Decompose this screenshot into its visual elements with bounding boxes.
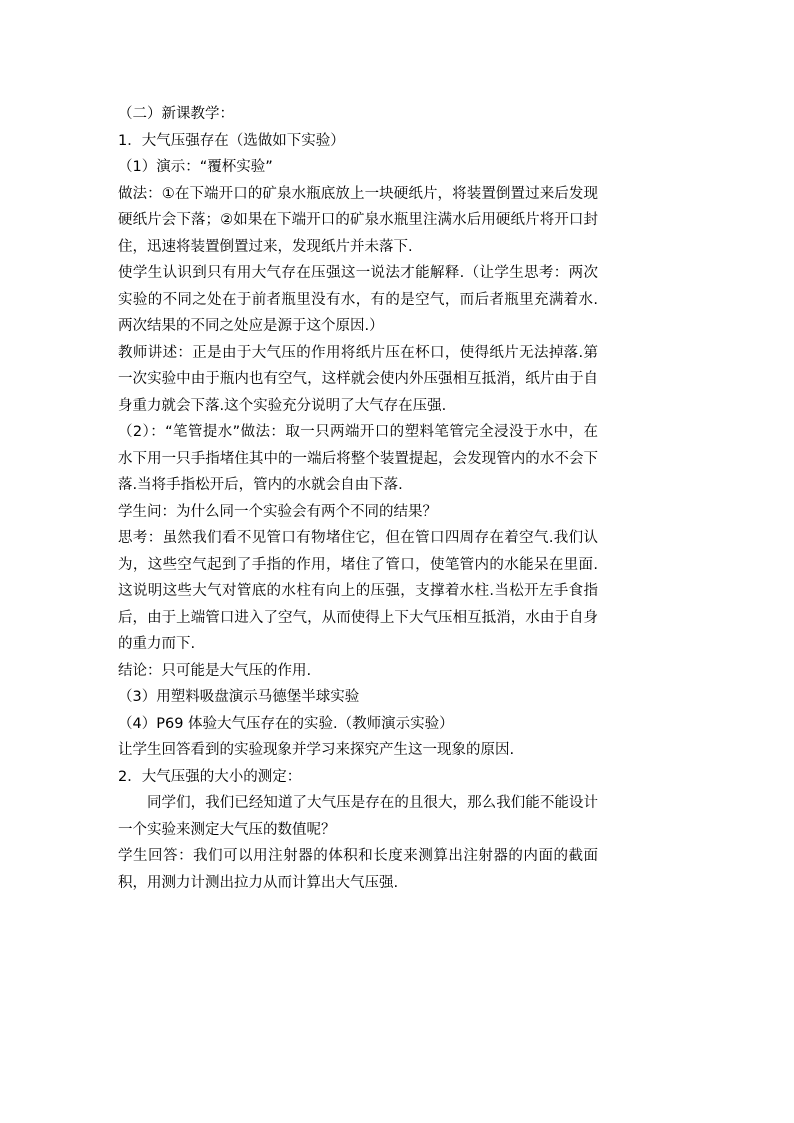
student-understanding-paragraph: 使学生认识到只有用大气存在压强这一说法才能解释.（让学生思考：两次实验的不同之处在于前者瓶里没有水，有的是空气，而后者瓶里充满着水.两次结果的不同之处应是源于这个原因.） [118, 265, 598, 334]
document-page [118, 101, 598, 896]
demo-heading-cup-experiment: （1）演示：“覆杯实验” [118, 159, 273, 175]
section-heading-new-lesson: （二）新课教学： [118, 106, 234, 122]
pen-tube-experiment-paragraph: （2）：“笔管提水”做法：取一只两端开口的塑料笔管完全浸没于水中，在水下用一只手指堵住其中的一端后将整个装置提起，会发现管内的水不会下落.当将手指松开后，管内的水就会自由下落. [118, 424, 598, 493]
student-answer-prompt-paragraph: 让学生回答看到的实验现象并学习来探究产生这一现象的原因. [118, 742, 515, 758]
student-question-paragraph: 学生问：为什么同一个实验会有两个不同的结果？ [118, 503, 437, 520]
teacher-question-paragraph: 同学们，我们已经知道了大气压是存在的且很大，那么我们能不能设计一个实验来测定大气压的数值呢？ [118, 795, 598, 838]
method-paragraph: 做法：①在下端开口的矿泉水瓶底放上一块硬纸片，将装置倒置过来后发现硬纸片会下落；②如果在下端开口的矿泉水瓶里注满水后用硬纸片将开口封住，迅速将装置倒置过来，发现纸片并未落下. [118, 185, 598, 255]
conclusion-paragraph: 结论：只可能是大气压的作用. [118, 662, 312, 679]
student-answer-paragraph: 学生回答：我们可以用注射器的体积和长度来测算出注射器的内面的截面积，用测力计测出拉力从而计算出大气压强. [118, 848, 598, 891]
thinking-paragraph: 思考：虽然我们看不见管口有物堵住它，但在管口四周存在着空气.我们认为，这些空气起到了手指的作用，堵住了管口，使笔管内的水能呆在里面.这说明这些大气对管底的水柱有向上的压强，支撑着水柱.当松开左手食指后，由于上端管口进入了空气，从而使得上下大气压相互抵消，水由于自身的重力而下. [118, 530, 598, 652]
subheading-atmospheric-pressure-exists: 1．大气压强存在（选做如下实验） [118, 132, 345, 149]
p69-experiment-paragraph: （4）P69 体验大气压存在的实验.（教师演示实验） [118, 715, 454, 732]
suction-cup-demo-paragraph: （3）用塑料吸盘演示马德堡半球实验 [118, 689, 360, 705]
subheading-measure-atmospheric-pressure: 2．大气压强的大小的测定： [118, 768, 302, 785]
teacher-explanation-paragraph: 教师讲述：正是由于大气压的作用将纸片压在杯口，使得纸片无法掉落.第一次实验中由于瓶内也有空气，这样就会使内外压强相互抵消，纸片由于自身重力就会下落.这个实验充分说明了大气存在压强. [118, 344, 598, 414]
